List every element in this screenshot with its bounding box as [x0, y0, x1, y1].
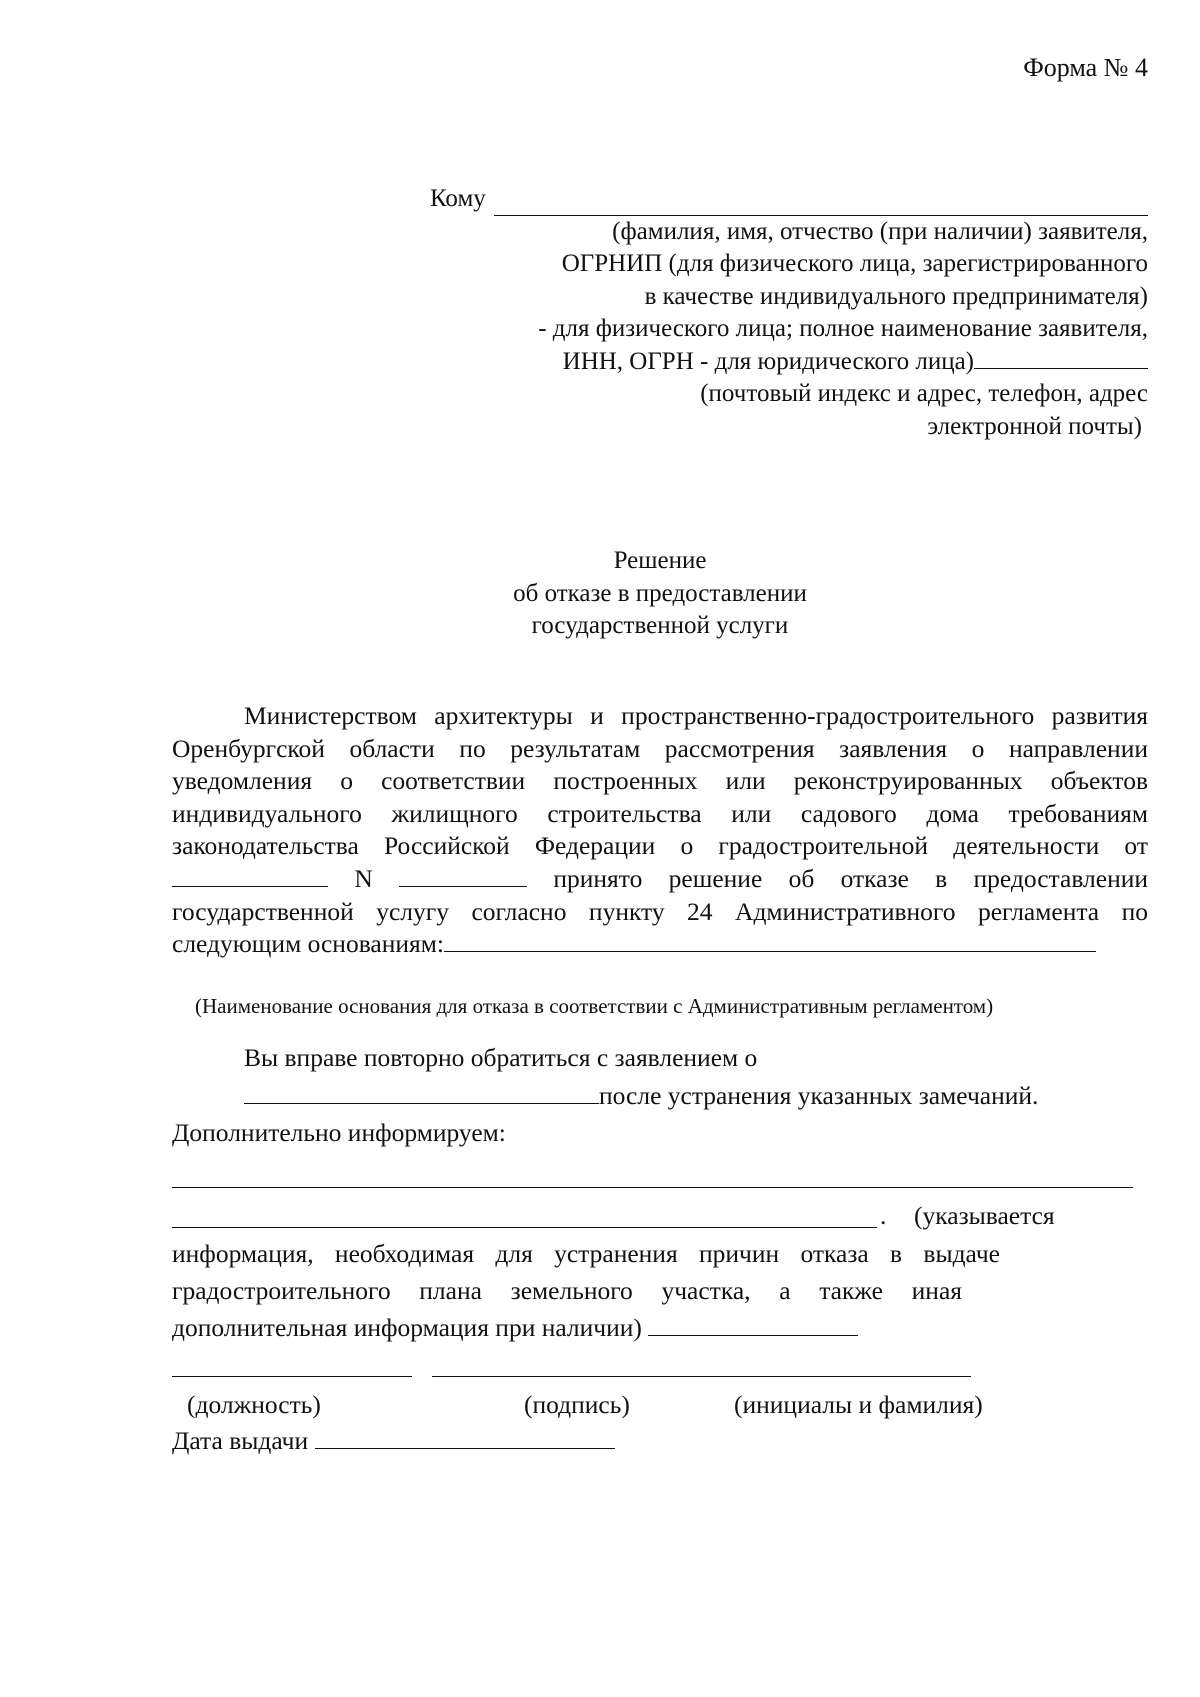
recipient-line-2: ОГРНИП (для физического лица, зарегистрированного	[561, 250, 1148, 277]
additional-dot: .	[880, 1201, 887, 1230]
recipient-line-3: в качестве индивидуального предпринимателя)	[644, 282, 1148, 310]
to-label: Кому	[430, 185, 486, 212]
number-blank	[399, 866, 527, 887]
recipient-line-6: (почтовый индекс и адрес, телефон, адрес	[700, 380, 1148, 407]
grounds-caption: (Наименование основания для отказа в соответствии с Административным регламентом)	[195, 994, 994, 1018]
decision-paragraph	[172, 700, 1148, 961]
name-caption: (инициалы и фамилия)	[734, 1390, 983, 1419]
document-title	[0, 545, 1200, 643]
recipient-line-5-wrap	[430, 346, 1148, 379]
grounds-blank	[444, 931, 1096, 952]
issue-date-label: Дата выдачи	[172, 1426, 309, 1455]
issue-date-wrap	[172, 1425, 615, 1458]
additional-note-line-2: информация, необходимая для устранения причин отказа в выдаче	[172, 1239, 1000, 1268]
recipient-line-4: - для физического лица; полное наименование заявителя,	[538, 315, 1148, 342]
additional-note-line-3: градостроительного плана земельного участка, а также иная	[172, 1276, 962, 1305]
recipient-line-5: ИНН, ОГРН - для юридического лица)	[562, 347, 974, 375]
position-blank	[172, 1376, 412, 1377]
title-line-3: государственной услуги	[531, 612, 789, 639]
additional-label: Дополнительно информируем:	[172, 1118, 506, 1147]
repeat-blank	[244, 1083, 599, 1104]
recipient-block	[430, 183, 1148, 443]
repeat-line-2: после устранения указанных замечаний.	[599, 1081, 1039, 1110]
date-blank	[172, 866, 328, 887]
recipient-to-line	[430, 183, 1148, 216]
recipient-blank	[494, 193, 1148, 216]
additional-note-line-4-wrap	[172, 1312, 858, 1345]
title-line-2: об отказе в предоставлении	[513, 579, 807, 607]
decision-text-part-1: Министерством архитектуры и пространственно-градостроительного развития Оренбургской области по результатам рассмотрения заявления о направлении уведомления о соответствии построенных или реконструированных объектов индивидуального жилищного строительства или садового дома требованиям законодательства Российской Федерации о градостроительной деятельности от	[172, 701, 1148, 861]
position-caption: (должность)	[187, 1390, 321, 1419]
signature-caption: (подпись)	[524, 1390, 630, 1419]
additional-blank-2	[172, 1227, 877, 1228]
decision-text-part-2: принято решение об отказе в предоставлении государственной услугу согласно пункту 24 Административного регламента по следующим основаниям:	[172, 863, 1149, 959]
additional-info-blank	[648, 1315, 858, 1336]
additional-note-start: (указывается	[914, 1201, 1055, 1230]
additional-note-line-4: дополнительная информация при наличии)	[172, 1313, 642, 1342]
recipient-line-7: электронной почты)	[927, 412, 1142, 440]
additional-blank-1	[172, 1187, 1133, 1188]
recipient-address-blank	[974, 346, 1148, 369]
repeat-line-2-wrap	[244, 1080, 1038, 1113]
number-label: N	[354, 863, 373, 893]
recipient-line-1: (фамилия, имя, отчество (при наличии) заявителя,	[612, 217, 1148, 245]
form-number: Форма № 4	[1023, 53, 1148, 82]
issue-date-blank	[315, 1428, 615, 1449]
repeat-line-1: Вы вправе повторно обратиться с заявлением о	[244, 1043, 758, 1072]
title-line-1: Решение	[613, 547, 707, 574]
signature-blank	[432, 1376, 971, 1377]
